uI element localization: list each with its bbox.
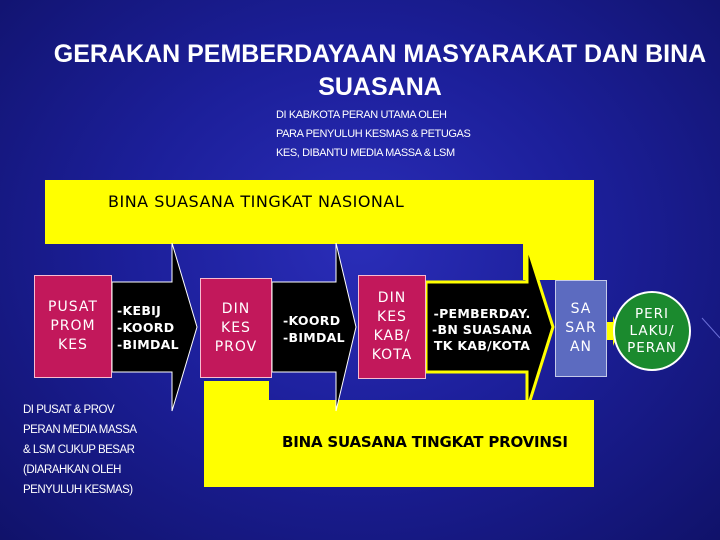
arrow-label-line: -BIMDAL xyxy=(117,337,179,352)
arrow-label-line: -BN SUASANA xyxy=(432,322,533,337)
subtitle xyxy=(276,106,526,163)
box-line: DIN xyxy=(221,300,251,317)
box-line: KOTA xyxy=(371,347,413,363)
circle-line: LAKU/ xyxy=(629,322,675,339)
title-line-2: SUASANA xyxy=(318,73,442,101)
arrow-2-label xyxy=(283,312,345,346)
arrow-label-line: -BIMDAL xyxy=(283,330,345,345)
pusat-promkes-box xyxy=(34,275,112,378)
arrow-label-line: -PEMBERDAY. xyxy=(433,306,531,321)
subtitle-line-1: DI KAB/KOTA PERAN UTAMA OLEH xyxy=(276,109,447,121)
box-line: PUSAT xyxy=(48,299,98,315)
note-line-2: PERAN MEDIA MASSA xyxy=(23,424,137,436)
page-title xyxy=(40,38,720,104)
box-line: KES xyxy=(58,337,88,353)
perilaku-circle xyxy=(613,291,691,371)
dinkes-prov-box xyxy=(200,278,272,378)
box-line: SA xyxy=(570,301,592,317)
note-line-5: PENYULUH KESMAS) xyxy=(23,484,133,496)
arrow-label-line: -KOORD xyxy=(283,313,341,328)
subtitle-line-3: KES, DIBANTU MEDIA MASSA & LSM xyxy=(276,147,455,159)
box-line: KES xyxy=(377,309,407,325)
dinkes-kabkota-box xyxy=(358,275,426,379)
national-band-label: BINA SUASANA TINGKAT NASIONAL xyxy=(108,192,405,211)
note-line-4: (DIARAHKAN OLEH xyxy=(23,464,121,476)
box-line: PROV xyxy=(214,338,258,355)
note-line-1: DI PUSAT & PROV xyxy=(23,404,115,416)
box-line: AN xyxy=(569,339,593,355)
decorative-line xyxy=(702,318,720,338)
arrow-label-line: TK KAB/KOTA xyxy=(433,338,531,353)
circle-line: PERI xyxy=(634,305,670,322)
note-line-3: & LSM CUKUP BESAR xyxy=(23,444,135,456)
arrow-1-label xyxy=(117,302,179,353)
box-line: KAB/ xyxy=(373,328,411,344)
province-band-label: BINA SUASANA TINGKAT PROVINSI xyxy=(282,433,568,451)
arrow-label-line: -KEBIJ xyxy=(117,303,162,318)
arrow-label-line: -KOORD xyxy=(117,320,175,335)
title-line-1: GERAKAN PEMBERDAYAAN MASYARAKAT DAN BINA xyxy=(53,40,707,68)
box-line: SAR xyxy=(565,320,597,336)
arrow-3-label xyxy=(432,306,532,354)
bottom-note xyxy=(23,400,183,500)
box-line: KES xyxy=(221,319,251,336)
sasaran-box xyxy=(555,280,607,377)
subtitle-line-2: PARA PENYULUH KESMAS & PETUGAS xyxy=(276,128,471,140)
circle-line: PERAN xyxy=(627,339,677,356)
box-line: PROM xyxy=(50,318,96,334)
box-line: DIN xyxy=(377,290,407,306)
